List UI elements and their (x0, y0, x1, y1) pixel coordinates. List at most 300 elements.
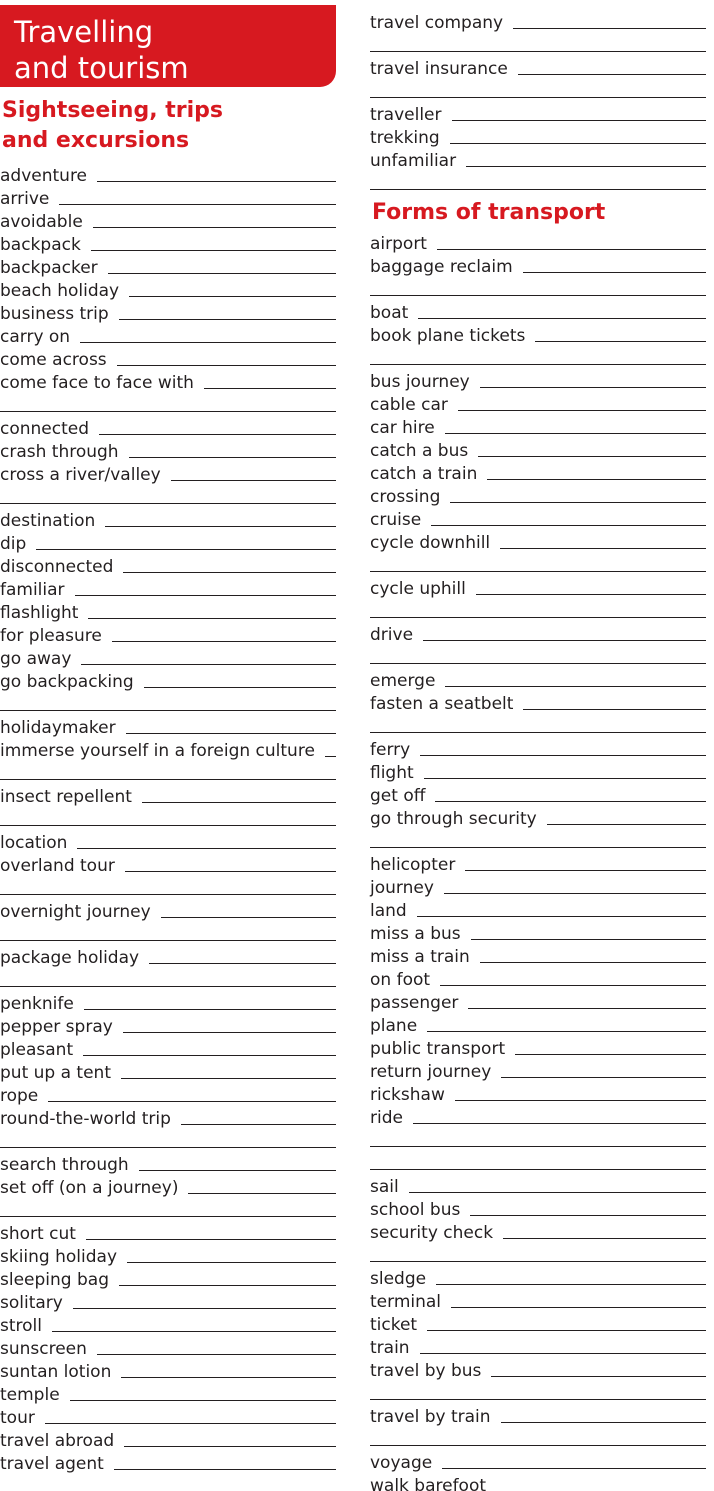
answer-line[interactable] (142, 802, 336, 803)
answer-line[interactable] (423, 640, 706, 641)
vocab-entry (0, 832, 336, 854)
answer-line[interactable] (513, 28, 706, 29)
vocab-word: on foot (370, 970, 431, 990)
vocab-entry (370, 1268, 706, 1290)
sightseeing-heading-line1: Sightseeing, trips (2, 98, 223, 123)
vocab-entry (370, 624, 706, 646)
vocab-word: ride (370, 1108, 403, 1128)
vocab-entry (370, 670, 706, 692)
vocab-entry (0, 1407, 336, 1429)
answer-line[interactable] (139, 1170, 336, 1171)
vocab-entry (0, 901, 336, 923)
answer-line[interactable] (161, 917, 336, 918)
vocab-word: penknife (0, 994, 74, 1014)
answer-line[interactable] (97, 1354, 336, 1355)
vocab-word: backpacker (0, 258, 98, 278)
answer-line[interactable] (149, 963, 336, 964)
vocab-word: sail (370, 1177, 399, 1197)
answer-line[interactable] (123, 572, 336, 573)
answer-line[interactable] (84, 1009, 336, 1010)
answer-line[interactable] (112, 641, 336, 642)
answer-line-extra[interactable] (370, 189, 706, 190)
vocab-entry (0, 1108, 336, 1130)
vocab-entry (0, 579, 336, 601)
vocab-entry (370, 1084, 706, 1106)
vocab-word: dip (0, 534, 27, 554)
vocab-word: destination (0, 511, 96, 531)
answer-line[interactable] (503, 1238, 706, 1239)
answer-line[interactable] (129, 296, 336, 297)
vocab-entry (370, 1015, 706, 1037)
vocab-entry (0, 1039, 336, 1061)
answer-line[interactable] (458, 410, 706, 411)
vocab-entry (370, 1452, 706, 1474)
vocab-word: school bus (370, 1200, 461, 1220)
answer-line-extra[interactable] (0, 1147, 336, 1148)
vocab-entry (370, 104, 706, 126)
vocab-word: for pleasure (0, 626, 102, 646)
vocab-word: set off (on a journey) (0, 1178, 179, 1198)
answer-line[interactable] (451, 1307, 706, 1308)
vocab-word: airport (370, 234, 427, 254)
vocab-word: rope (0, 1086, 39, 1106)
answer-line[interactable] (444, 893, 706, 894)
vocab-word: get off (370, 786, 426, 806)
vocab-entry (0, 349, 336, 371)
vocab-entry (0, 418, 336, 440)
vocab-entry (370, 923, 706, 945)
answer-line[interactable] (523, 709, 706, 710)
answer-line[interactable] (465, 870, 706, 871)
answer-line[interactable] (515, 1054, 706, 1055)
vocab-entry (370, 1107, 706, 1129)
answer-line-extra[interactable] (370, 1445, 706, 1446)
sightseeing-heading-line2: and excursions (2, 128, 190, 153)
vocab-entry (370, 1337, 706, 1359)
vocab-entry (0, 1315, 336, 1337)
answer-line[interactable] (535, 341, 706, 342)
vocab-word: insect repellent (0, 787, 132, 807)
answer-line[interactable] (81, 664, 336, 665)
vocab-entry (0, 1361, 336, 1383)
answer-line[interactable] (204, 388, 336, 389)
answer-line-extra[interactable] (370, 617, 706, 618)
vocab-word: walk barefoot (370, 1476, 487, 1491)
vocab-word: holidaymaker (0, 718, 116, 738)
vocab-entry (370, 532, 706, 554)
vocab-word: rickshaw (370, 1085, 445, 1105)
answer-line[interactable] (59, 204, 336, 205)
vocab-entry (0, 993, 336, 1015)
vocab-entry (370, 785, 706, 807)
vocab-word: bus journey (370, 372, 470, 392)
vocab-word: pleasant (0, 1040, 74, 1060)
answer-line[interactable] (80, 342, 336, 343)
vocab-word: travel abroad (0, 1431, 115, 1451)
vocab-word: put up a tent (0, 1063, 111, 1083)
answer-line[interactable] (117, 365, 336, 366)
answer-line[interactable] (420, 1353, 706, 1354)
answer-line[interactable] (48, 1101, 336, 1102)
vocab-entry (0, 326, 336, 348)
answer-line[interactable] (442, 1468, 706, 1469)
vocab-word: terminal (370, 1292, 442, 1312)
answer-line-extra[interactable] (370, 663, 706, 664)
vocab-word: cable car (370, 395, 448, 415)
vocab-entry (0, 602, 336, 624)
answer-line-extra[interactable] (370, 571, 706, 572)
answer-line[interactable] (97, 181, 336, 182)
answer-line[interactable] (77, 848, 336, 849)
vocab-entry (370, 440, 706, 462)
vocab-word: passenger (370, 993, 459, 1013)
vocab-word: travel agent (0, 1454, 104, 1474)
answer-line[interactable] (491, 1376, 706, 1377)
answer-line-extra[interactable] (370, 1399, 706, 1400)
vocab-entry (370, 127, 706, 149)
answer-line[interactable] (501, 1422, 706, 1423)
vocab-word: go away (0, 649, 72, 669)
vocab-entry (370, 58, 706, 80)
answer-line[interactable] (409, 1192, 706, 1193)
answer-line-extra[interactable] (370, 1261, 706, 1262)
answer-line[interactable] (119, 1285, 336, 1286)
vocab-entry (370, 1222, 706, 1244)
answer-line[interactable] (440, 985, 706, 986)
vocab-entry (370, 325, 706, 347)
vocab-entry (0, 1062, 336, 1084)
vocab-word: sunscreen (0, 1339, 87, 1359)
vocab-word: voyage (370, 1453, 433, 1473)
answer-line-extra[interactable] (0, 940, 336, 941)
vocab-entry (0, 1154, 336, 1176)
vocab-entry (0, 533, 336, 555)
vocab-entry (370, 1038, 706, 1060)
vocab-word: sledge (370, 1269, 427, 1289)
answer-line[interactable] (424, 778, 706, 779)
answer-line[interactable] (129, 457, 336, 458)
vocab-word: drive (370, 625, 414, 645)
answer-line[interactable] (73, 1308, 336, 1309)
answer-line[interactable] (427, 1031, 706, 1032)
vocab-entry (370, 946, 706, 968)
answer-line[interactable] (427, 1330, 706, 1331)
vocab-entry (370, 877, 706, 899)
vocab-word: ferry (370, 740, 411, 760)
answer-line[interactable] (437, 249, 706, 250)
answer-line[interactable] (83, 1055, 336, 1056)
answer-line-extra[interactable] (370, 97, 706, 98)
vocab-entry (370, 1406, 706, 1428)
vocab-word: solitary (0, 1293, 63, 1313)
vocab-entry (370, 578, 706, 600)
vocab-entry (0, 1223, 336, 1245)
vocab-entry (0, 786, 336, 808)
answer-line[interactable] (418, 318, 706, 319)
answer-line[interactable] (436, 1284, 706, 1285)
vocab-entry (370, 256, 706, 278)
vocab-word: crash through (0, 442, 119, 462)
vocab-entry (0, 947, 336, 969)
vocab-entry (370, 1314, 706, 1336)
answer-line[interactable] (500, 548, 706, 549)
answer-line[interactable] (70, 1400, 336, 1401)
vocab-word: come across (0, 350, 107, 370)
vocab-entry (370, 1360, 706, 1382)
answer-line-extra[interactable] (0, 986, 336, 987)
vocab-word: immerse yourself in a foreign culture (0, 741, 315, 761)
answer-line-extra[interactable] (370, 1169, 706, 1170)
answer-line[interactable] (144, 687, 336, 688)
answer-line-extra[interactable] (0, 710, 336, 711)
answer-line[interactable] (121, 1377, 336, 1378)
vocab-entry (0, 855, 336, 877)
vocab-entry (0, 1384, 336, 1406)
answer-line[interactable] (36, 549, 336, 550)
answer-line[interactable] (450, 143, 706, 144)
vocab-entry (0, 1292, 336, 1314)
vocab-entry (370, 992, 706, 1014)
vocab-word: cycle uphill (370, 579, 466, 599)
vocab-word: security check (370, 1223, 494, 1243)
transport-heading: Forms of transport (372, 200, 606, 225)
vocab-word: unfamiliar (370, 151, 457, 171)
vocab-word: business trip (0, 304, 109, 324)
vocab-word: connected (0, 419, 90, 439)
answer-line[interactable] (487, 479, 706, 480)
answer-line[interactable] (435, 801, 706, 802)
answer-line-extra[interactable] (370, 364, 706, 365)
answer-line[interactable] (108, 273, 336, 274)
vocab-word: boat (370, 303, 409, 323)
vocab-entry (370, 417, 706, 439)
answer-line[interactable] (127, 1262, 336, 1263)
vocab-word: cruise (370, 510, 422, 530)
answer-line[interactable] (99, 434, 336, 435)
vocab-word: emerge (370, 671, 436, 691)
answer-line[interactable] (325, 756, 336, 757)
answer-line[interactable] (75, 595, 336, 596)
vocab-entry (370, 762, 706, 784)
vocab-word: fasten a seatbelt (370, 694, 514, 714)
vocab-entry (370, 302, 706, 324)
answer-line-extra[interactable] (370, 1146, 706, 1147)
answer-line[interactable] (114, 1469, 336, 1470)
vocab-word: traveller (370, 105, 442, 125)
vocab-word: tour (0, 1408, 35, 1428)
answer-line[interactable] (445, 686, 706, 687)
answer-line-extra[interactable] (0, 894, 336, 895)
vocab-entry (0, 1269, 336, 1291)
answer-line[interactable] (188, 1193, 336, 1194)
vocab-word: carry on (0, 327, 71, 347)
answer-line[interactable] (501, 1077, 706, 1078)
answer-line[interactable] (417, 916, 706, 917)
vocab-word: search through (0, 1155, 129, 1175)
vocab-entry (370, 233, 706, 255)
vocab-entry (370, 1199, 706, 1221)
answer-line[interactable] (86, 1239, 336, 1240)
vocab-entry (370, 739, 706, 761)
vocab-word: sleeping bag (0, 1270, 109, 1290)
vocab-word: beach holiday (0, 281, 120, 301)
vocab-word: catch a train (370, 464, 478, 484)
vocab-entry (370, 808, 706, 830)
answer-line[interactable] (45, 1423, 336, 1424)
answer-line[interactable] (445, 433, 706, 434)
vocab-word: travel company (370, 13, 504, 33)
vocab-entry (0, 257, 336, 279)
answer-line[interactable] (452, 120, 707, 121)
vocab-entry (370, 1475, 706, 1491)
vocab-word: flashlight (0, 603, 79, 623)
vocab-word: stroll (0, 1316, 42, 1336)
answer-line[interactable] (455, 1100, 706, 1101)
answer-line[interactable] (105, 526, 336, 527)
answer-line[interactable] (431, 525, 706, 526)
answer-line[interactable] (123, 1032, 336, 1033)
answer-line[interactable] (88, 618, 336, 619)
answer-line[interactable] (121, 1078, 336, 1079)
answer-line[interactable] (93, 227, 336, 228)
vocab-word: return journey (370, 1062, 492, 1082)
answer-line[interactable] (181, 1124, 336, 1125)
vocab-word: disconnected (0, 557, 114, 577)
vocab-word: travel by bus (370, 1361, 482, 1381)
answer-line[interactable] (52, 1331, 336, 1332)
section-banner (0, 5, 336, 87)
vocab-word: helicopter (370, 855, 456, 875)
answer-line-extra[interactable] (0, 779, 336, 780)
vocab-entry (370, 969, 706, 991)
vocab-word: flight (370, 763, 414, 783)
vocab-word: journey (370, 878, 434, 898)
vocab-entry (0, 1338, 336, 1360)
vocab-word: package holiday (0, 948, 140, 968)
answer-line[interactable] (466, 166, 706, 167)
vocab-word: round-the-world trip (0, 1109, 171, 1129)
vocab-word: adventure (0, 166, 88, 186)
vocab-entry (0, 1016, 336, 1038)
vocab-word: catch a bus (370, 441, 469, 461)
vocab-word: travel by train (370, 1407, 491, 1427)
answer-line-extra[interactable] (0, 411, 336, 412)
vocab-word: trekking (370, 128, 440, 148)
vocab-entry (0, 188, 336, 210)
vocab-word: go through security (370, 809, 537, 829)
vocab-word: crossing (370, 487, 441, 507)
vocab-entry (370, 486, 706, 508)
answer-line[interactable] (476, 594, 706, 595)
vocab-word: overland tour (0, 856, 115, 876)
answer-line-extra[interactable] (0, 1216, 336, 1217)
vocab-entry (0, 441, 336, 463)
vocab-word: come face to face with (0, 373, 194, 393)
answer-line-extra[interactable] (370, 295, 706, 296)
answer-line[interactable] (124, 1446, 336, 1447)
vocab-word: arrive (0, 189, 50, 209)
vocab-entry (0, 464, 336, 486)
answer-line[interactable] (470, 1215, 706, 1216)
answer-line-extra[interactable] (370, 847, 706, 848)
vocab-word: suntan lotion (0, 1362, 112, 1382)
vocab-entry (370, 463, 706, 485)
vocab-word: land (370, 901, 407, 921)
answer-line[interactable] (126, 733, 336, 734)
answer-line[interactable] (420, 755, 706, 756)
answer-line[interactable] (413, 1123, 706, 1124)
answer-line[interactable] (91, 250, 336, 251)
vocab-entry (0, 625, 336, 647)
vocab-word: short cut (0, 1224, 76, 1244)
vocab-word: miss a train (370, 947, 470, 967)
answer-line[interactable] (450, 502, 706, 503)
vocab-entry (370, 1291, 706, 1313)
vocab-word: familiar (0, 580, 65, 600)
vocab-entry (370, 1176, 706, 1198)
vocab-word: backpack (0, 235, 81, 255)
vocab-word: travel insurance (370, 59, 508, 79)
vocab-entry (0, 211, 336, 233)
answer-line[interactable] (480, 387, 706, 388)
answer-line[interactable] (119, 319, 336, 320)
vocab-entry (0, 1430, 336, 1452)
vocab-word: location (0, 833, 68, 853)
vocab-word: book plane tickets (370, 326, 526, 346)
vocab-entry (0, 556, 336, 578)
vocab-entry (370, 150, 706, 172)
vocab-entry (370, 854, 706, 876)
vocab-entry (0, 234, 336, 256)
vocab-word: public transport (370, 1039, 506, 1059)
answer-line[interactable] (480, 962, 706, 963)
vocab-word: temple (0, 1385, 60, 1405)
answer-line[interactable] (471, 939, 706, 940)
answer-line-extra[interactable] (370, 51, 706, 52)
answer-line[interactable] (518, 74, 706, 75)
banner-title-line1: Travelling (14, 15, 154, 49)
answer-line[interactable] (125, 871, 336, 872)
banner-title-line2: and tourism (14, 51, 189, 85)
vocab-word: baggage reclaim (370, 257, 513, 277)
vocab-entry (370, 1061, 706, 1083)
vocab-word: go backpacking (0, 672, 134, 692)
answer-line[interactable] (478, 456, 706, 457)
answer-line[interactable] (468, 1008, 706, 1009)
vocab-entry (370, 509, 706, 531)
vocab-entry (0, 671, 336, 693)
answer-line[interactable] (523, 272, 706, 273)
vocab-entry (370, 371, 706, 393)
vocab-word: cycle downhill (370, 533, 491, 553)
answer-line[interactable] (547, 824, 706, 825)
vocab-entry (0, 717, 336, 739)
answer-line-extra[interactable] (0, 825, 336, 826)
answer-line-extra[interactable] (370, 732, 706, 733)
vocab-entry (0, 165, 336, 187)
vocab-word: pepper spray (0, 1017, 113, 1037)
vocab-entry (0, 303, 336, 325)
vocab-word: plane (370, 1016, 418, 1036)
answer-line[interactable] (171, 480, 336, 481)
vocab-word: miss a bus (370, 924, 461, 944)
vocab-entry (0, 1246, 336, 1268)
vocab-entry (370, 394, 706, 416)
vocab-entry (0, 280, 336, 302)
vocab-entry (0, 1085, 336, 1107)
vocab-word: car hire (370, 418, 435, 438)
answer-line-extra[interactable] (0, 503, 336, 504)
